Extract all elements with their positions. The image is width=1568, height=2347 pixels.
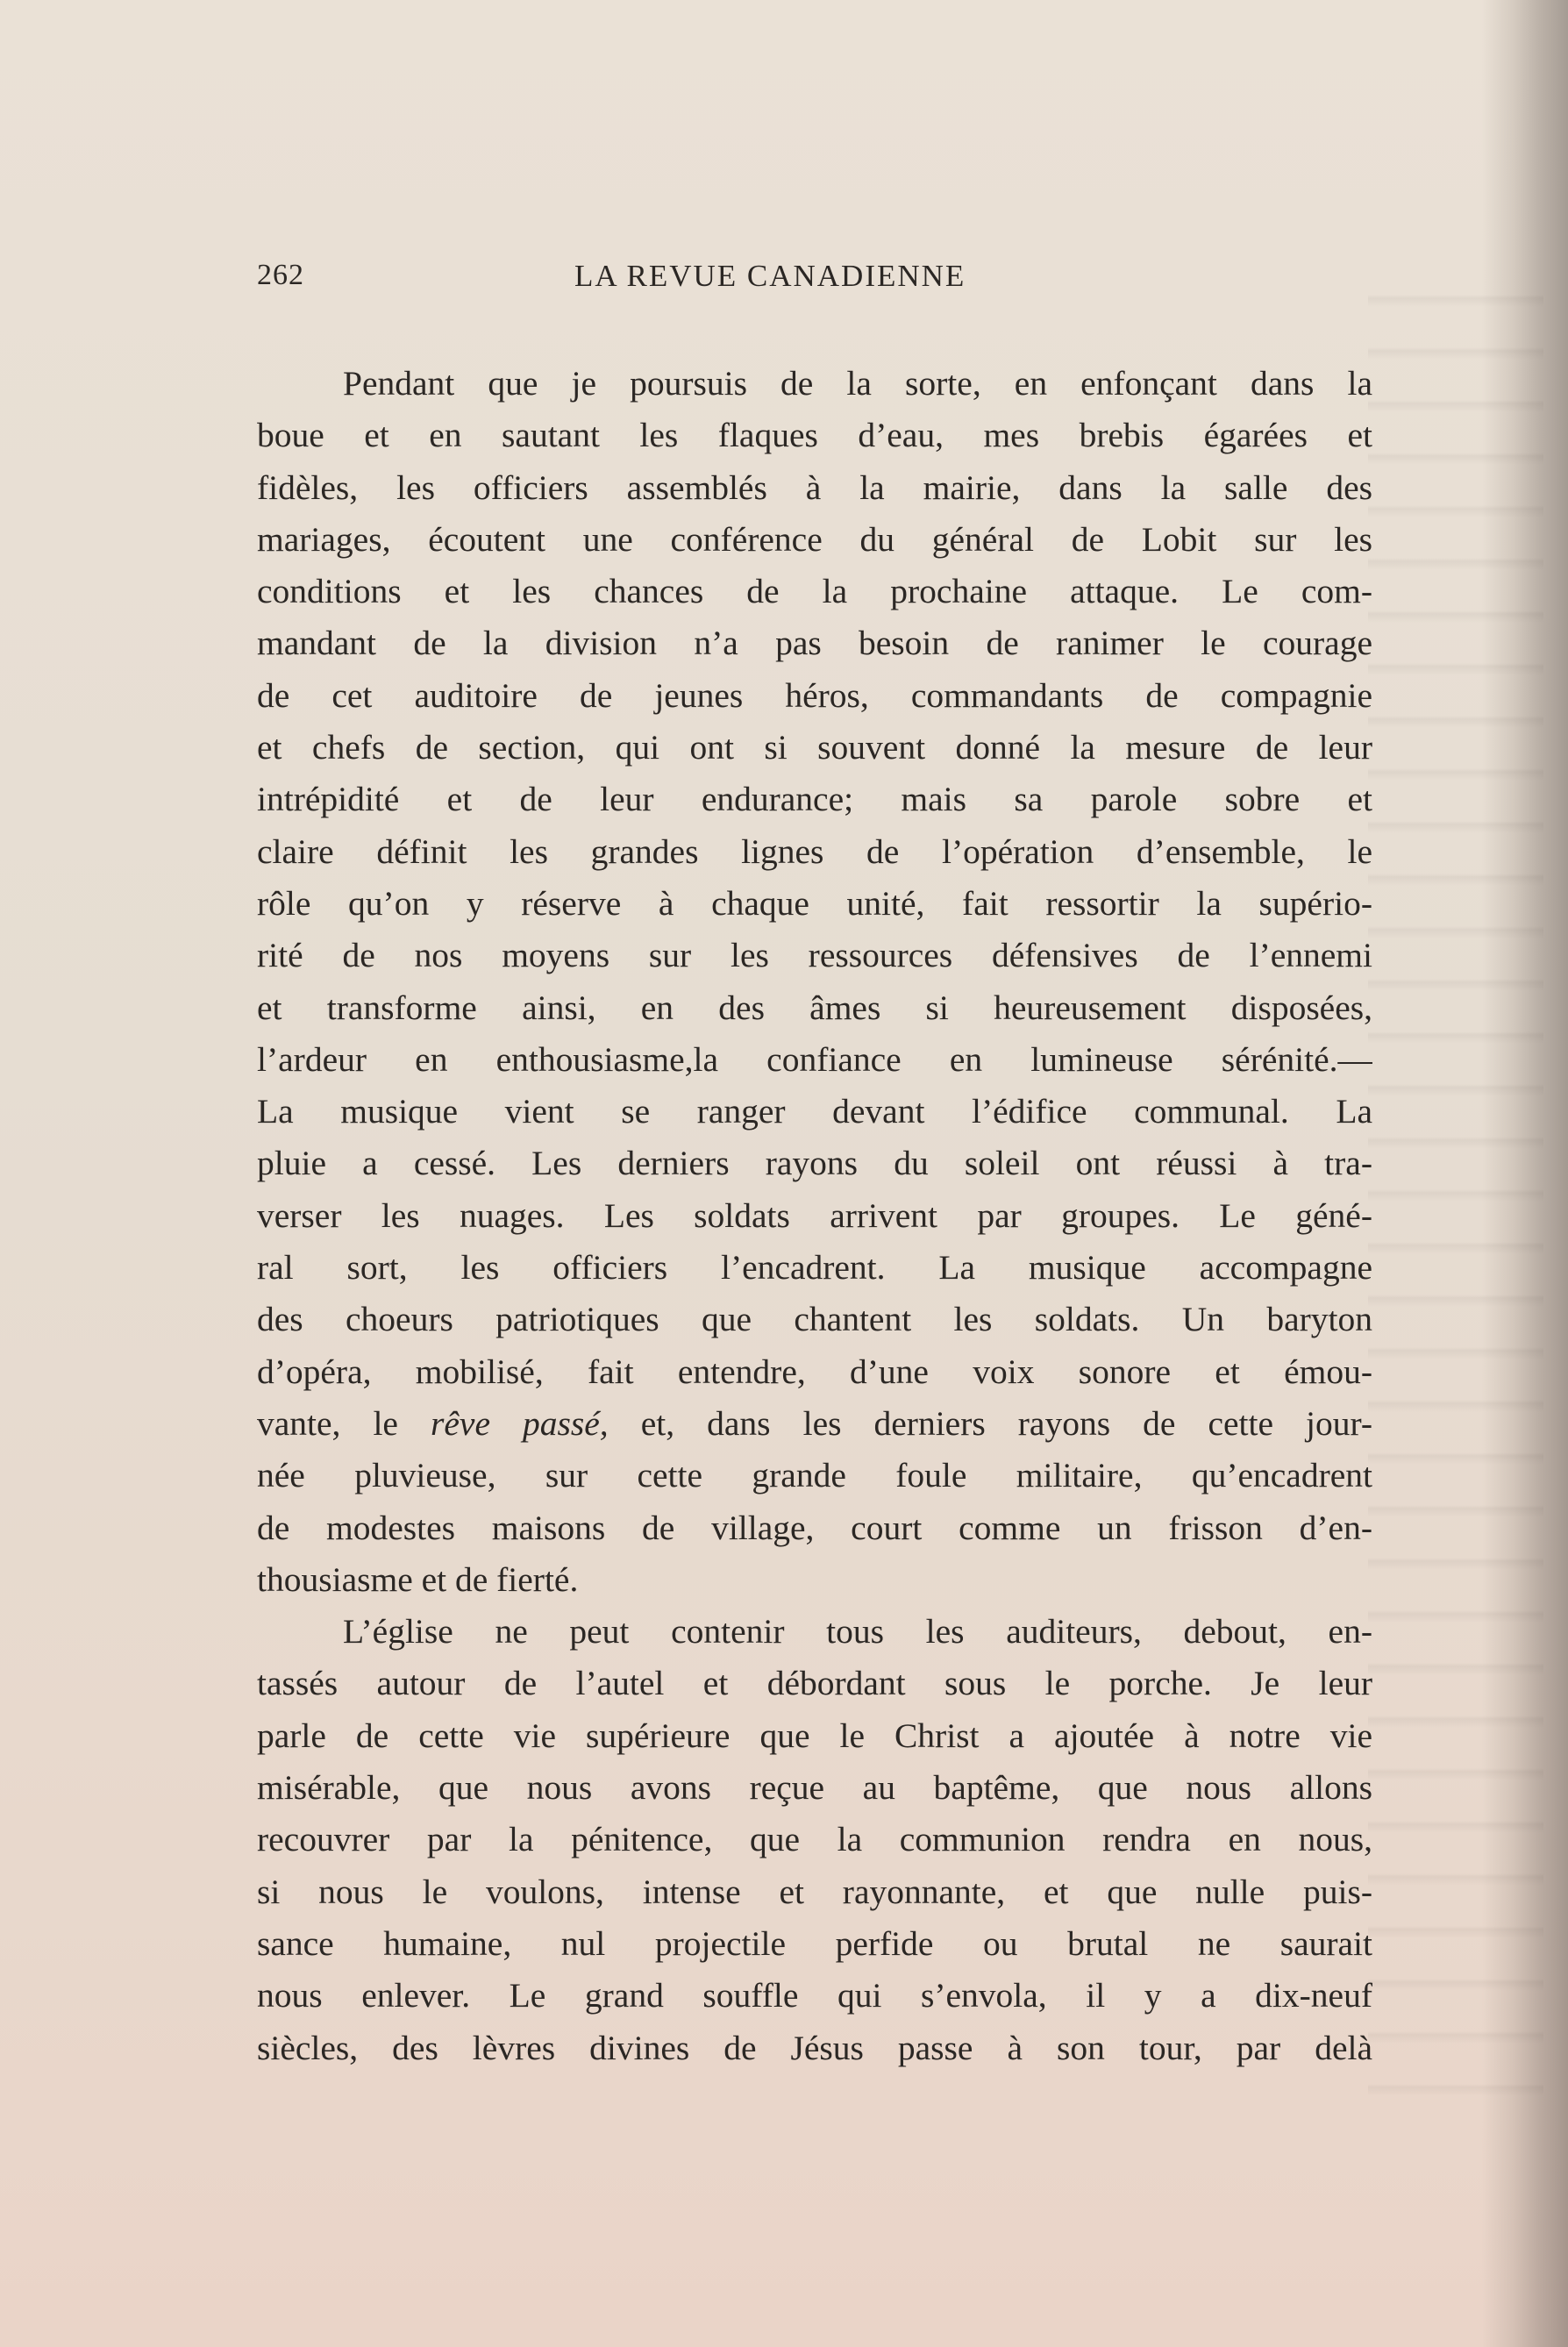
text-line: si nous le voulons, intense et rayonnante, et que nulle puis- [257, 1872, 1372, 1911]
text-line: verser les nuages. Les soldats arrivent par groupes. Le géné- [257, 1195, 1372, 1235]
running-title: LA REVUE CANADIENNE [574, 259, 966, 293]
text-line: thousiasme et de fierté. [257, 1559, 579, 1599]
text-line: ral sort, les officiers l’encadrent. La musique accompagne [257, 1248, 1372, 1288]
text-line: claire définit les grandes lignes de l’opération d’ensemble, le [257, 831, 1372, 871]
text-fragment: et, dans les derniers rayons de cette jour- [640, 1403, 1372, 1443]
paragraph-2 [257, 1606, 1372, 2074]
text-line: misérable, que nous avons reçue au baptême, que nous allons [257, 1768, 1372, 1808]
text-line: nous enlever. Le grand souffle qui s’envola, il y a dix-neuf [257, 1976, 1372, 2015]
text-line: rôle qu’on y réserve à chaque unité, fait ressortir la supério- [257, 883, 1372, 923]
text-line: fidèles, les officiers assemblés à la mairie, dans la salle des [257, 467, 1372, 507]
text-line: mariages, écoutent une conférence du général de Lobit sur les [257, 519, 1372, 559]
text-fragment: vante, le [257, 1403, 398, 1443]
text-line: rité de nos moyens sur les ressources défensives de l’ennemi [257, 936, 1372, 975]
text-line: intrépidité et de leur endurance; mais sa parole sobre et [257, 780, 1372, 819]
body-text [257, 358, 1372, 2074]
text-line: recouvrer par la pénitence, que la communion rendra en nous, [257, 1820, 1372, 1859]
text-line: L’église ne peut contenir tous les auditeurs, debout, en- [343, 1612, 1372, 1651]
show-through-text [1368, 254, 1543, 2096]
text-line: et transforme ainsi, en des âmes si heureusement disposées, [257, 988, 1372, 1027]
text-line: tassés autour de l’autel et débordant sous le porche. Je leur [257, 1664, 1372, 1703]
text-line: de modestes maisons de village, court comme un frisson d’en- [257, 1508, 1372, 1547]
text-line: pluie a cessé. Les derniers rayons du soleil ont réussi à tra- [257, 1144, 1372, 1183]
text-line: boue et en sautant les flaques d’eau, mes brebis égarées et [257, 416, 1372, 455]
text-line: parle de cette vie supérieure que le Christ a ajoutée à notre vie [257, 1716, 1372, 1755]
text-line: l’ardeur en enthousiasme,la confiance en lumineuse sérénité.— [257, 1039, 1372, 1079]
text-line: née pluvieuse, sur cette grande foule militaire, qu’encadrent [257, 1456, 1372, 1495]
text-line: sance humaine, nul projectile perfide ou brutal ne saurait [257, 1923, 1372, 1963]
paragraph-1 [257, 358, 1372, 1606]
page-header [0, 259, 1568, 303]
text-line: Pendant que je poursuis de la sorte, en enfonçant dans la [343, 364, 1372, 403]
italic-title: rêve passé, [431, 1403, 609, 1443]
text-line: La musique vient se ranger devant l’édifice communal. La [257, 1092, 1372, 1131]
text-line: mandant de la division n’a pas besoin de ranimer le courage [257, 624, 1372, 663]
page-number: 262 [257, 259, 304, 291]
text-line: siècles, des lèvres divines de Jésus passe à son tour, par delà [257, 2028, 1372, 2067]
text-line: et chefs de section, qui ont si souvent donné la mesure de leur [257, 728, 1372, 767]
text-line [257, 1398, 1372, 1450]
text-line: conditions et les chances de la prochaine attaque. Le com- [257, 572, 1372, 611]
text-line: de cet auditoire de jeunes héros, commandants de compagnie [257, 675, 1372, 715]
text-line: d’opéra, mobilisé, fait entendre, d’une voix sonore et émou- [257, 1352, 1372, 1391]
text-line: des choeurs patriotiques que chantent les soldats. Un baryton [257, 1300, 1372, 1339]
